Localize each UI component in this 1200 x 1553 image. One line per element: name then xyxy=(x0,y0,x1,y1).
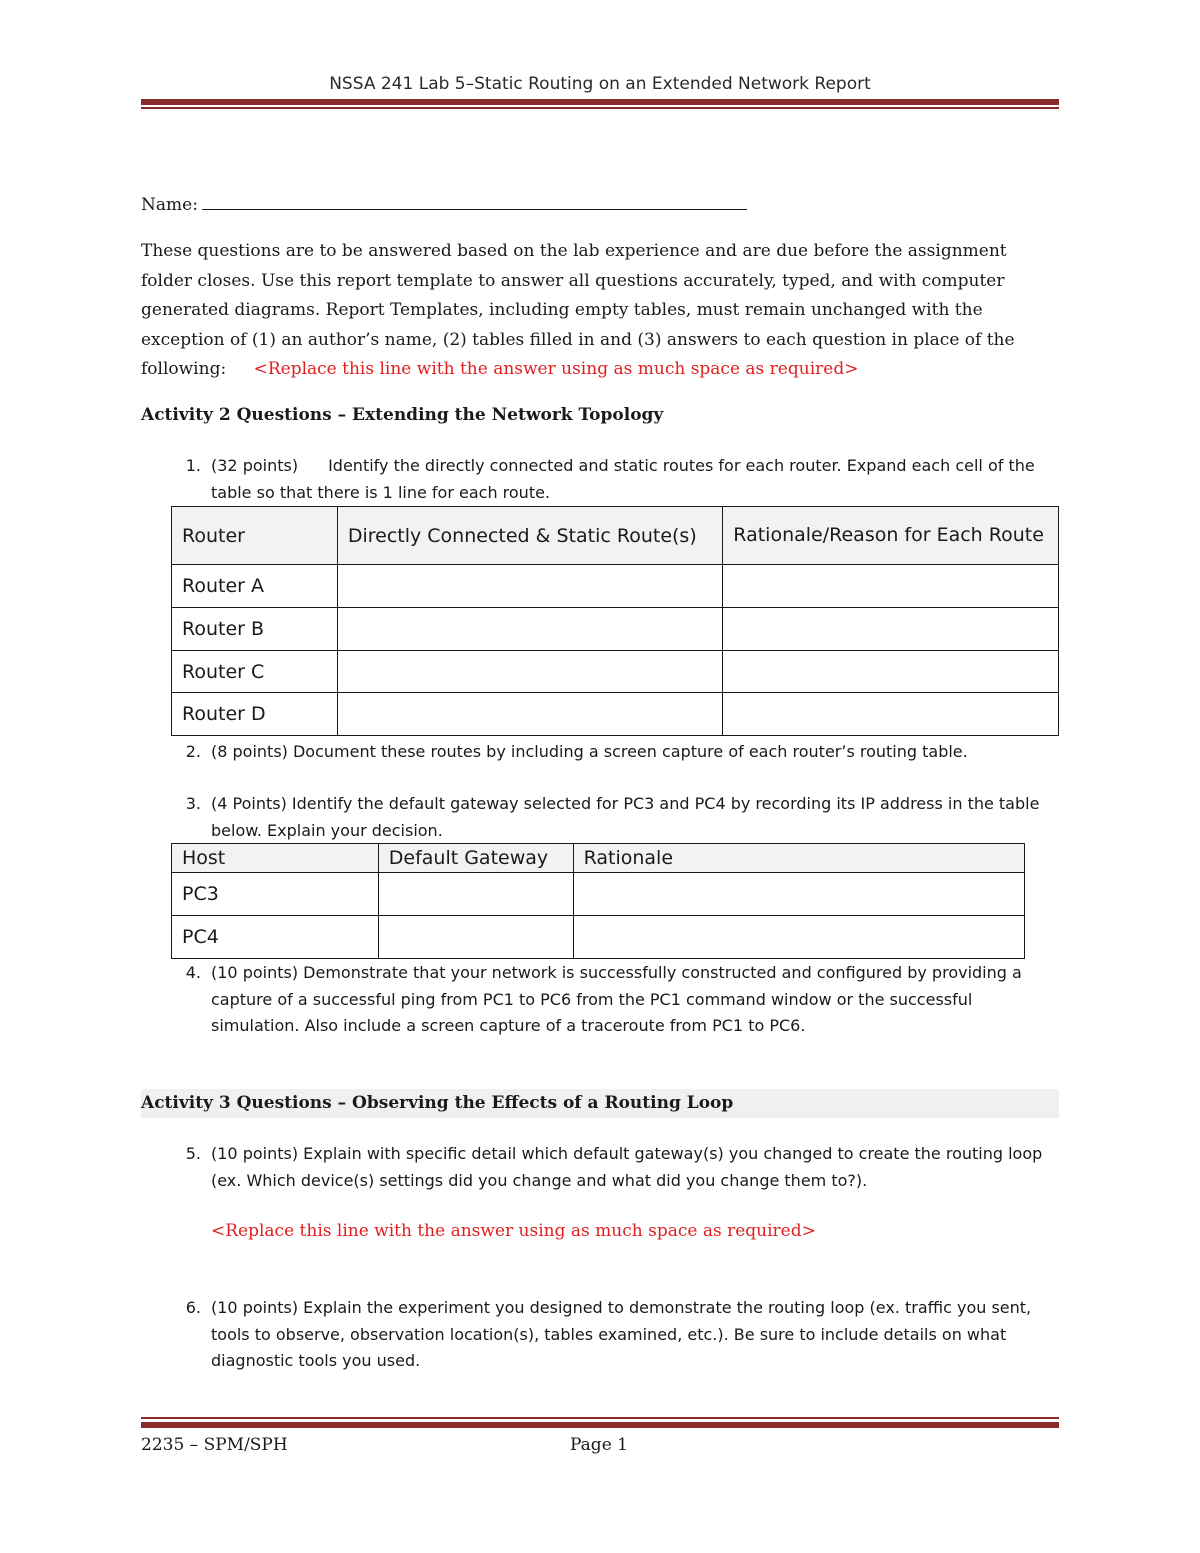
routes-cell[interactable] xyxy=(337,651,722,693)
activity-2-heading: Activity 2 Questions – Extending the Network Topology xyxy=(141,405,664,425)
gateway-header-host: Host xyxy=(172,844,379,873)
routes-row-label: Router A xyxy=(172,565,338,608)
activity-3-heading: Activity 3 Questions – Observing the Effects of a Routing Loop xyxy=(141,1093,734,1113)
routes-header-routes: Directly Connected & Static Route(s) xyxy=(337,507,722,565)
table-row xyxy=(172,873,1025,916)
gateway-row-label: PC4 xyxy=(172,916,379,959)
rationale-cell[interactable] xyxy=(723,651,1059,693)
table-row xyxy=(172,651,1059,693)
routes-row-label: Router B xyxy=(172,608,338,651)
question-1-body: Identify the directly connected and static routes for each router. Expand each cell of the table so that there is 1 line for each route. xyxy=(211,456,1035,502)
rationale-cell[interactable] xyxy=(723,693,1059,736)
question-6-text: (10 points) Explain the experiment you designed to demonstrate the routing loop (ex. traffic you sent, tools to observe, observation location(s), tables examined, etc.). Be sure to include details on what diagnostic tools you used. xyxy=(211,1298,1032,1370)
rationale-cell[interactable] xyxy=(573,873,1024,916)
question-6-number: 6. xyxy=(185,1298,201,1317)
gateway-table-header xyxy=(172,844,1025,873)
question-1-text xyxy=(211,453,1061,506)
question-3-number: 3. xyxy=(185,794,201,813)
intro-text: These questions are to be answered based on the lab experience and are due before the assignment folder closes. Use this report template to answer all questions accurately, typed, and with computer generated diagrams. Report Templates, including empty tables, must remain unchanged with the exception of (1) an author’s name, (2) tables filled in and (3) answers to each question in place of the following: xyxy=(141,241,1015,379)
author-name-field[interactable] xyxy=(141,193,747,215)
routes-row-label: Router D xyxy=(172,693,338,736)
intro-paragraph xyxy=(141,237,1059,385)
routes-header-rationale: Rationale/Reason for Each Route xyxy=(723,507,1059,565)
gateway-header-rationale: Rationale xyxy=(573,844,1024,873)
routes-cell[interactable] xyxy=(337,608,722,651)
gateway-cell[interactable] xyxy=(378,916,573,959)
footer-course-code: 2235 – SPM/SPH xyxy=(141,1435,288,1455)
header-rule xyxy=(141,99,1059,105)
gateway-row-label: PC3 xyxy=(172,873,379,916)
routes-table-header xyxy=(172,507,1059,565)
answer-placeholder-q5: <Replace this line with the answer using as much space as required> xyxy=(211,1221,816,1241)
gateway-header-gateway: Default Gateway xyxy=(378,844,573,873)
table-row xyxy=(172,565,1059,608)
answer-placeholder: <Replace this line with the answer using as much space as required> xyxy=(253,359,859,379)
name-label: Name: xyxy=(141,195,198,215)
question-2-text: (8 points) Document these routes by including a screen capture of each router’s routing table. xyxy=(211,742,968,761)
table-row xyxy=(172,916,1025,959)
footer-page-number: Page 1 xyxy=(570,1435,628,1455)
routes-row-label: Router C xyxy=(172,651,338,693)
rationale-cell[interactable] xyxy=(723,608,1059,651)
header-rule-thin xyxy=(141,107,1059,109)
routes-cell[interactable] xyxy=(337,693,722,736)
table-row xyxy=(172,693,1059,736)
page-header-title: NSSA 241 Lab 5–Static Routing on an Extended Network Report xyxy=(329,74,871,94)
question-1-points: (32 points) xyxy=(211,456,299,475)
rationale-cell[interactable] xyxy=(723,565,1059,608)
gateway-table xyxy=(171,843,1025,959)
question-4-text: (10 points) Demonstrate that your network is successfully constructed and configured by providing a capture of a successful ping from PC1 to PC6 from the PC1 command window or the successful simulation. Also include a screen capture of a traceroute from PC1 to PC6. xyxy=(211,963,1022,1035)
question-5-text: (10 points) Explain with specific detail which default gateway(s) you changed to create the routing loop (ex. Which device(s) settings did you change and what did you change them to?). xyxy=(211,1144,1043,1190)
name-underline xyxy=(202,193,747,210)
routes-table xyxy=(171,506,1059,736)
footer-rule xyxy=(141,1422,1059,1428)
routes-cell[interactable] xyxy=(337,565,722,608)
question-3-text: (4 Points) Identify the default gateway selected for PC3 and PC4 by recording its IP address in the table below. Explain your decision. xyxy=(211,794,1040,840)
question-4-number: 4. xyxy=(185,963,201,982)
routes-header-router: Router xyxy=(172,507,338,565)
gateway-cell[interactable] xyxy=(378,873,573,916)
question-5-number: 5. xyxy=(185,1144,201,1163)
question-1-number: 1. xyxy=(185,456,201,475)
table-row xyxy=(172,608,1059,651)
question-2-number: 2. xyxy=(185,742,201,761)
footer-rule-thin xyxy=(141,1417,1059,1419)
rationale-cell[interactable] xyxy=(573,916,1024,959)
